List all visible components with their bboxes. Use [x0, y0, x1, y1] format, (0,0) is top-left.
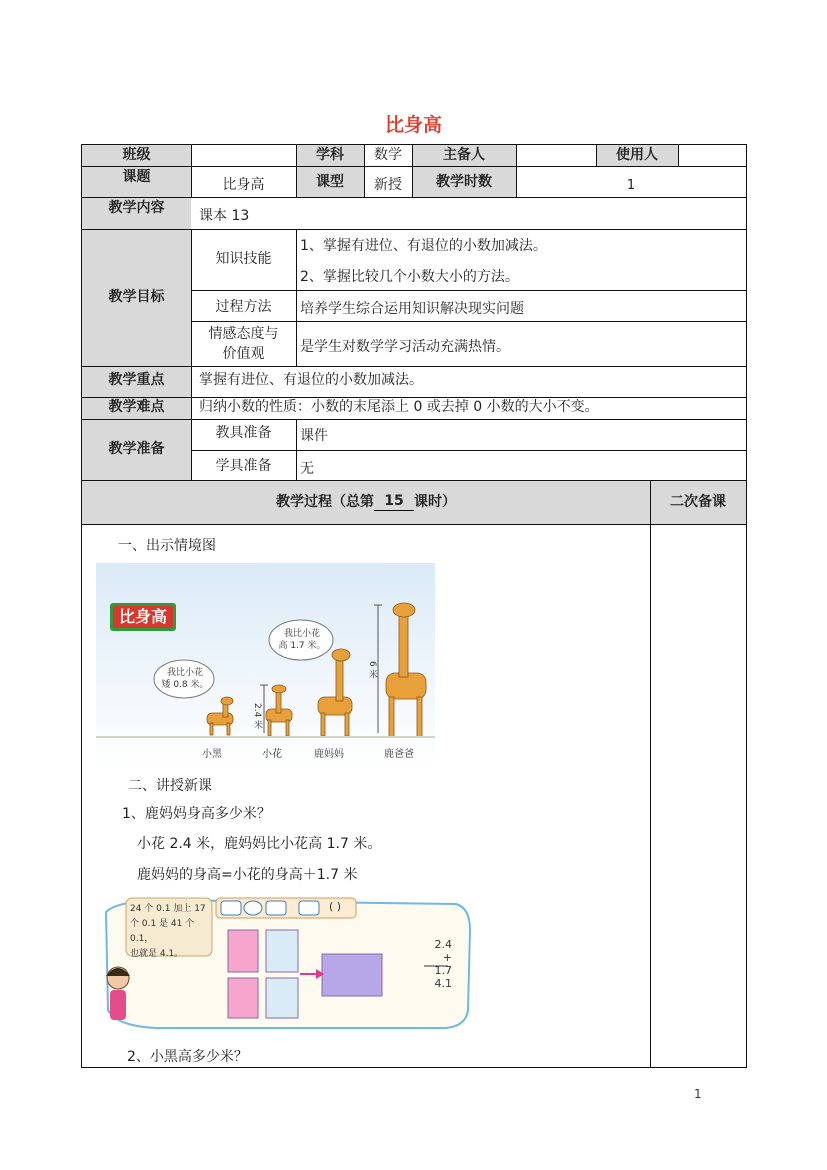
calc-paren: ( ) — [329, 900, 342, 913]
calc-value-1: 2.4 — [434, 938, 452, 951]
calc-value-3: 4.1 — [434, 977, 452, 990]
preparer-value — [516, 145, 596, 166]
prep-label: 教学准备 — [82, 419, 191, 480]
section-1-heading: 一、出示情境图 — [118, 538, 216, 554]
key-label: 教学重点 — [82, 366, 191, 397]
name-mother: 鹿妈妈 — [314, 749, 344, 760]
process-header — [82, 480, 650, 524]
topic-label: 课题 — [82, 166, 191, 197]
bubble-right-line-2: 高 1.7 米。 — [278, 641, 326, 651]
attitude-label-line-1: 情感态度与 — [208, 326, 279, 342]
difficulty-value: 归纳小数的性质：小数的末尾添上 0 或去掉 0 小数的大小不变。 — [199, 399, 599, 415]
difficulty-label: 教学难点 — [82, 397, 191, 419]
formula-line: 鹿妈妈的身高=小花的身高＋1.7 米 — [137, 867, 358, 883]
calc-speech-line-3: 也就是 4.1。 — [130, 949, 184, 959]
process-header-prefix: 教学过程（总第 — [276, 493, 374, 510]
height-label-2-4: 2.4 米 — [252, 703, 262, 730]
class-label: 班级 — [82, 145, 191, 166]
user-value — [678, 145, 746, 166]
user-label: 使用人 — [596, 145, 678, 166]
calc-illustration — [96, 890, 474, 1032]
subject-label: 学科 — [296, 145, 364, 166]
question-2: 2、小黑高多少米？ — [127, 1049, 248, 1065]
bubble-left-line-2: 矮 0.8 米。 — [161, 680, 209, 690]
name-father: 鹿爸爸 — [384, 749, 414, 760]
student-prep-label: 学具准备 — [215, 458, 272, 474]
name-xiaohua: 小花 — [262, 749, 282, 760]
hours-label: 教学时数 — [412, 166, 516, 197]
type-value: 新授 — [374, 177, 402, 193]
page-title: 比身高 — [384, 114, 442, 136]
process-header-number: 15 — [374, 493, 414, 511]
section-2-heading: 二、讲授新课 — [128, 778, 212, 794]
bubble-left — [158, 667, 212, 691]
hours-value: 1 — [626, 178, 636, 193]
calc-speech-line-2: 个 0.1 是 41 个 0.1， — [130, 919, 195, 944]
bubble-right — [273, 628, 331, 652]
type-label: 课型 — [296, 166, 364, 197]
given-line: 小花 2.4 米，鹿妈妈比小花高 1.7 米。 — [137, 836, 382, 852]
scene-badge: 比身高 — [118, 607, 167, 626]
second-prep-header: 二次备课 — [650, 480, 746, 524]
bubble-right-line-1: 我比小花 — [283, 629, 320, 639]
knowledge-label: 知识技能 — [215, 251, 272, 267]
attitude-value: 是学生对数学学习活动充满热情。 — [300, 339, 510, 355]
calc-speech — [130, 902, 210, 962]
class-value — [191, 145, 296, 166]
bubble-left-line-1: 我比小花 — [166, 668, 203, 678]
content-value: 课本 13 — [199, 208, 250, 224]
teacher-prep-value: 课件 — [300, 428, 328, 444]
question-1: 1、鹿妈妈身高多少米？ — [122, 806, 271, 822]
process-value: 培养学生综合运用知识解决现实问题 — [300, 301, 524, 317]
height-label-6: 6 米 — [367, 661, 377, 679]
page-number: 1 — [694, 1087, 702, 1101]
attitude-label-line-2: 价值观 — [222, 346, 265, 362]
name-xiaohei: 小黑 — [202, 749, 222, 760]
student-prep-value: 无 — [300, 461, 314, 477]
process-header-suffix: 课时） — [414, 493, 456, 510]
goals-label: 教学目标 — [82, 229, 191, 366]
calc-value-2: + 1.7 — [434, 951, 452, 977]
subject-value: 数学 — [374, 147, 402, 164]
calc-vertical — [422, 938, 452, 990]
knowledge-item-1: 1、掌握有进位、有退位的小数加减法。 — [300, 238, 547, 254]
key-value: 掌握有进位、有退位的小数加减法。 — [199, 372, 423, 388]
teacher-prep-label: 教具准备 — [215, 425, 272, 441]
giraffe-scene — [96, 563, 435, 765]
attitude-label — [191, 321, 296, 366]
topic-value: 比身高 — [222, 177, 265, 193]
preparer-label: 主备人 — [412, 145, 516, 166]
content-label: 教学内容 — [82, 197, 191, 229]
giraffe-illustration — [96, 563, 435, 765]
knowledge-item-2: 2、掌握比较几个小数大小的方法。 — [300, 269, 519, 285]
process-label: 过程方法 — [215, 299, 272, 315]
calc-speech-line-1: 24 个 0.1 加上 17 — [130, 904, 206, 914]
